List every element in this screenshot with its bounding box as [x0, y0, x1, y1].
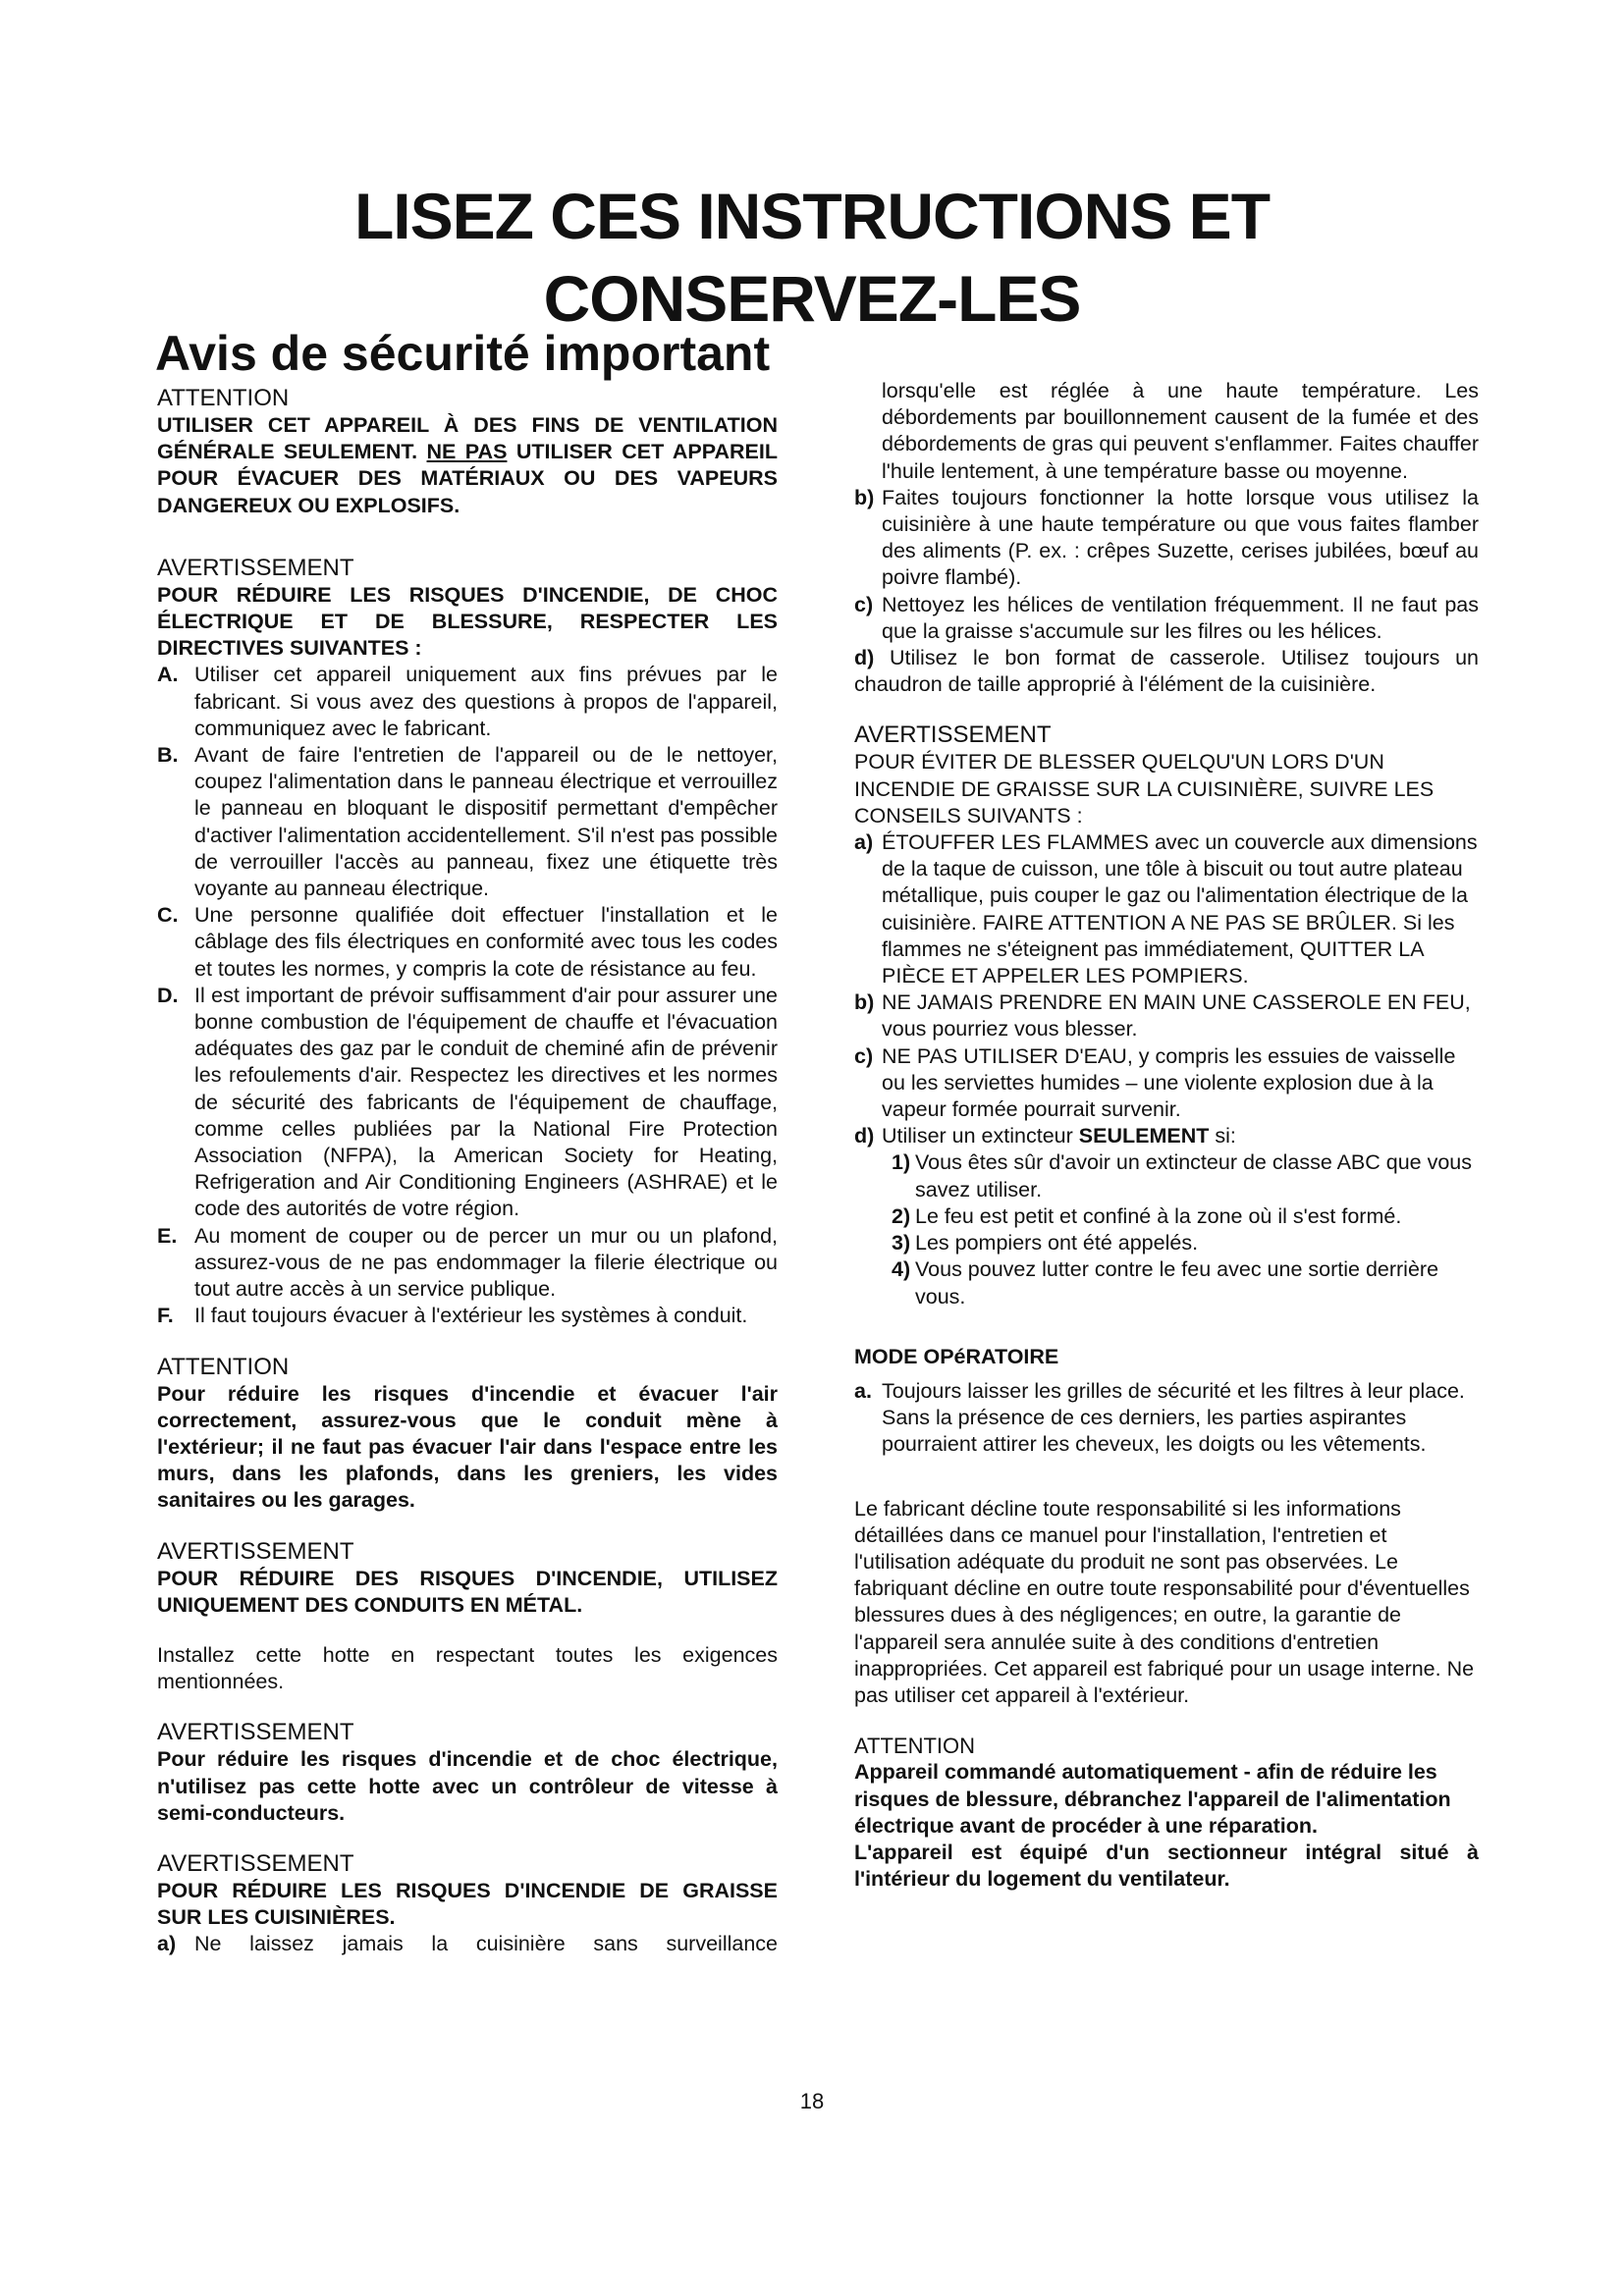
item-label: c) [854, 1043, 874, 1068]
grease-item [157, 1931, 778, 1957]
section-heading: AVERTISSEMENT [854, 721, 1052, 749]
extinguisher-text-bold: SEULEMENT [1078, 1124, 1210, 1148]
item-text: Une personne qualifiée doit effectuer l'installation et le câblage des fils électriques en conformité avec tous les codes et toutes les normes, y compris la cote de résistance au feu. [194, 903, 778, 981]
item-text: Vous pouvez lutter contre le feu avec une sortie derrière vous. [915, 1257, 1439, 1308]
install-note: Installez cette hotte en respectant toutes les exigences mentionnées. [157, 1642, 778, 1694]
fire-item [854, 1123, 1479, 1149]
section-heading: AVERTISSEMENT [157, 1537, 354, 1565]
attention-disconnect-text: L'appareil est équipé d'un sectionneur intégral situé à l'intérieur du logement du ventilateur. [854, 1840, 1479, 1892]
item-label: 4) [892, 1257, 911, 1282]
fire-item [854, 829, 1479, 989]
attention-automatic-section [854, 1733, 1479, 1893]
item-label: a) [854, 830, 874, 855]
grease-item [854, 592, 1479, 645]
item-text: NE PAS UTILISER D'EAU, y compris les essuies de vaisselle ou les serviettes humides – une violente explosion due à la vapeur formée pourrait survenir. [882, 1043, 1456, 1122]
item-text: Au moment de couper ou de percer un mur ou un plafond, assurez-vous de ne pas endommager la filerie électrique ou tout autre accès à un service publique. [194, 1223, 778, 1302]
warning-speed-control-section [157, 1719, 778, 1827]
item-label: C. [157, 903, 179, 928]
disclaimer-text: Le fabricant décline toute responsabilité si les informations détaillées dans ce manuel pour l'installation, l'entretien et l'utilisation adéquate du produit ne sont pas observées. Le fabriquant décline en outre toute responsabilité pour d'éventuelles blessures dues à des négligences; en outre, la garantie de l'appareil sera annulée suite à des conditions d'entretien inappropriées. Cet appareil est fabriqué pour un usage interne. Ne pas utiliser cet appareil à l'extérieur. [854, 1496, 1475, 1707]
item-label: D. [157, 983, 179, 1007]
item-text: Toujours laisser les grilles de sécurité et les filtres à leur place. Sans la présence de ces derniers, les parties aspirantes pourraient attirer les cheveux, les doigts ou les vêtements. [882, 1378, 1465, 1457]
condition-item [892, 1149, 1479, 1202]
mode-item [854, 1378, 1479, 1459]
condition-item [892, 1203, 1479, 1230]
left-column [157, 385, 778, 1958]
section-heading: AVERTISSEMENT [157, 1719, 354, 1746]
title-line-2: CONSERVEZ-LES [543, 262, 1081, 335]
item-text: Avant de faire l'entretien de l'appareil ou de le nettoyer, coupez l'alimentation dans le panneau électrique et verrouillez le panneau en bloquant le dispositif permettant d'empêcher d'activer l'alimentation accidentellement. S'il n'est pas possible de verrouiller l'accès au panneau, fixez une étiquette très voyante au panneau électrique. [194, 743, 778, 901]
attention-text [157, 412, 778, 519]
warning-grease-fire-section [157, 1850, 778, 1958]
item-text: Le feu est petit et confiné à la zone où il s'est formé. [915, 1203, 1402, 1228]
directive-item [157, 1303, 778, 1329]
item-text: Utiliser cet appareil uniquement aux fins prévues par le fabricant. Si vous avez des questions à propos de l'appareil, communiquez avec le fabricant. [194, 663, 778, 740]
item-text: Il faut toujours évacuer à l'extérieur les systèmes à conduit. [194, 1304, 748, 1328]
item-text: ÉTOUFFER LES FLAMMES avec un couvercle aux dimensions de la taque de cuisson, une tôle à biscuit ou tout autre plateau métallique, puis couper le gaz ou l'alimentation électrique de la cuisinière. FAIRE ATTENTION A NE PAS SE BRÛLER. Si les flammes ne s'éteignent pas immédiatement, QUITTER LA PIÈCE ET APPELER LES POMPIERS. [882, 830, 1478, 988]
item-label: B. [157, 743, 179, 768]
item-label: b) [854, 485, 875, 509]
fire-item [854, 1043, 1479, 1124]
extinguisher-conditions [854, 1149, 1479, 1309]
warning-directives-section [157, 555, 778, 1330]
attention-duct-text: Pour réduire les risques d'incendie et évacuer l'air correctement, assurez-vous que le conduit mène à l'extérieur; il ne faut pas évacuer l'air dans l'espace entre les murs, dans les plafonds, dans les greniers, les vides sanitaires ou les garages. [157, 1381, 778, 1513]
warning-fire-intro: POUR ÉVITER DE BLESSER QUELQU'UN LORS D'UN INCENDIE DE GRAISSE SUR LA CUISINIÈRE, SUIVRE LES CONSEILS SUIVANTS : [854, 750, 1435, 828]
attention-ventilation-section [157, 385, 778, 519]
directive-item [157, 902, 778, 983]
item-label: A. [157, 663, 179, 687]
directive-item [157, 1223, 778, 1304]
attention-text-part2: UTILISER CET APPAREIL POUR ÉVACUER DES MATÉRIAUX OU DES VAPEURS DANGEREUX OU EXPLOSIFS. [157, 440, 778, 517]
directive-item [157, 983, 778, 1223]
item-label: 3) [892, 1231, 911, 1255]
section-heading: AVERTISSEMENT [157, 554, 354, 581]
item-label: 1) [892, 1150, 911, 1175]
right-column [854, 378, 1479, 1893]
item-text: Vous êtes sûr d'avoir un extincteur de classe ABC que vous savez utiliser. [915, 1150, 1473, 1201]
condition-item [892, 1256, 1479, 1309]
item-label: d) [854, 646, 875, 670]
item-label: 2) [892, 1203, 911, 1228]
title-line-1: LISEZ CES INSTRUCTIONS ET [353, 180, 1271, 252]
warning-grease-fire-text: POUR RÉDUIRE LES RISQUES D'INCENDIE DE GRAISSE SUR LES CUISINIÈRES. [157, 1878, 778, 1930]
item-text: Nettoyez les hélices de ventilation fréquemment. Il ne faut pas que la graisse s'accumule sur les filres ou les hélices. [882, 592, 1479, 643]
item-text: Utilisez le bon format de casserole. Utilisez toujours un chaudron de taille approprié à l'élément de la cuisinière. [854, 646, 1479, 697]
item-text: Les pompiers ont été appelés. [915, 1231, 1199, 1255]
attention-text-underlined: NE PAS [426, 440, 508, 464]
item-text: Il est important de prévoir suffisamment d'air pour assurer une bonne combustion de l'équipement de chauffe et l'évacuation adéquates des gaz par le conduit de cheminé afin de prévenir les refoulements d'air. Respectez les directives et les normes de sécurité des fabricants de l'équipement de chauffage, comme celles publiées par la National Fire Protection Association (NFPA), la American Society for Heating, Refrigeration and Air Conditioning Engineers (ASHRAE) et le code des autorités de votre région. [194, 983, 778, 1221]
attention-duct-section [157, 1354, 778, 1515]
item-text: Faites toujours fonctionner la hotte lorsque vous utilisez la cuisinière à une haute température ou que vous faites flamber des aliments (P. ex. : crêpes Suzette, cerises jubilées, bœuf au poivre flambé). [882, 485, 1479, 590]
attention-automatic-text: Appareil commandé automatiquement - afin de réduire les risques de blessure, débranchez l'appareil de l'alimentation électrique avant de procéder à une réparation. [854, 1760, 1451, 1838]
fire-item [854, 989, 1479, 1042]
section-heading: ATTENTION [854, 1734, 976, 1759]
item-text [882, 1123, 1479, 1149]
item-label: a. [854, 1378, 872, 1403]
attention-text-part1: UTILISER CET APPAREIL À DES FINS DE VENTILATION GÉNÉRALE SEULEMENT. [157, 413, 778, 464]
item-text: Ne laissez jamais la cuisinière sans surveillance [194, 1932, 778, 1956]
item-label: b) [854, 990, 875, 1015]
section-heading: ATTENTION [157, 385, 290, 411]
item-label: a) [157, 1932, 177, 1956]
item-label: E. [157, 1223, 178, 1248]
operating-mode-section [854, 1344, 1479, 1459]
section-title: Avis de sécurité important [155, 326, 771, 381]
warning-fire-safety-section [854, 721, 1479, 1309]
page-title [0, 175, 1624, 340]
section-heading: ATTENTION [157, 1353, 290, 1380]
item-label: c) [854, 592, 874, 616]
directive-item [157, 742, 778, 902]
item-label: d) [854, 1124, 875, 1148]
item-label: F. [157, 1304, 174, 1328]
page-number: 18 [799, 2089, 825, 2113]
section-heading: AVERTISSEMENT [157, 1849, 354, 1877]
directive-item [157, 662, 778, 742]
warning-intro: POUR RÉDUIRE LES RISQUES D'INCENDIE, DE CHOC ÉLECTRIQUE ET DE BLESSURE, RESPECTER LES DIRECTIVES SUIVANTES : [157, 582, 778, 661]
warning-metal-duct-text: POUR RÉDUIRE DES RISQUES D'INCENDIE, UTILISEZ UNIQUEMENT DES CONDUITS EN MÉTAL. [157, 1566, 778, 1617]
extinguisher-text-pre: Utiliser un extincteur [882, 1124, 1073, 1148]
warning-metal-duct-section [157, 1538, 778, 1619]
condition-item [892, 1230, 1479, 1256]
extinguisher-text-post: si: [1215, 1124, 1236, 1148]
grease-item-d [854, 645, 1479, 698]
section-heading: MODE OPéRATOIRE [854, 1344, 1059, 1368]
item-text: NE JAMAIS PRENDRE EN MAIN UNE CASSEROLE EN FEU, vous pourriez vous blesser. [882, 990, 1471, 1041]
grease-item-continuation: lorsqu'elle est réglée à une haute température. Les débordements par bouillonnement causent de la fumée et des débordements de gras qui peuvent s'enflammer. Faites chauffer l'huile lentement, à une température basse ou moyenne. [882, 379, 1479, 483]
grease-item [854, 485, 1479, 592]
warning-speed-control-text: Pour réduire les risques d'incendie et de choc électrique, n'utilisez pas cette hotte avec un contrôleur de vitesse à semi-conducteurs. [157, 1747, 778, 1825]
